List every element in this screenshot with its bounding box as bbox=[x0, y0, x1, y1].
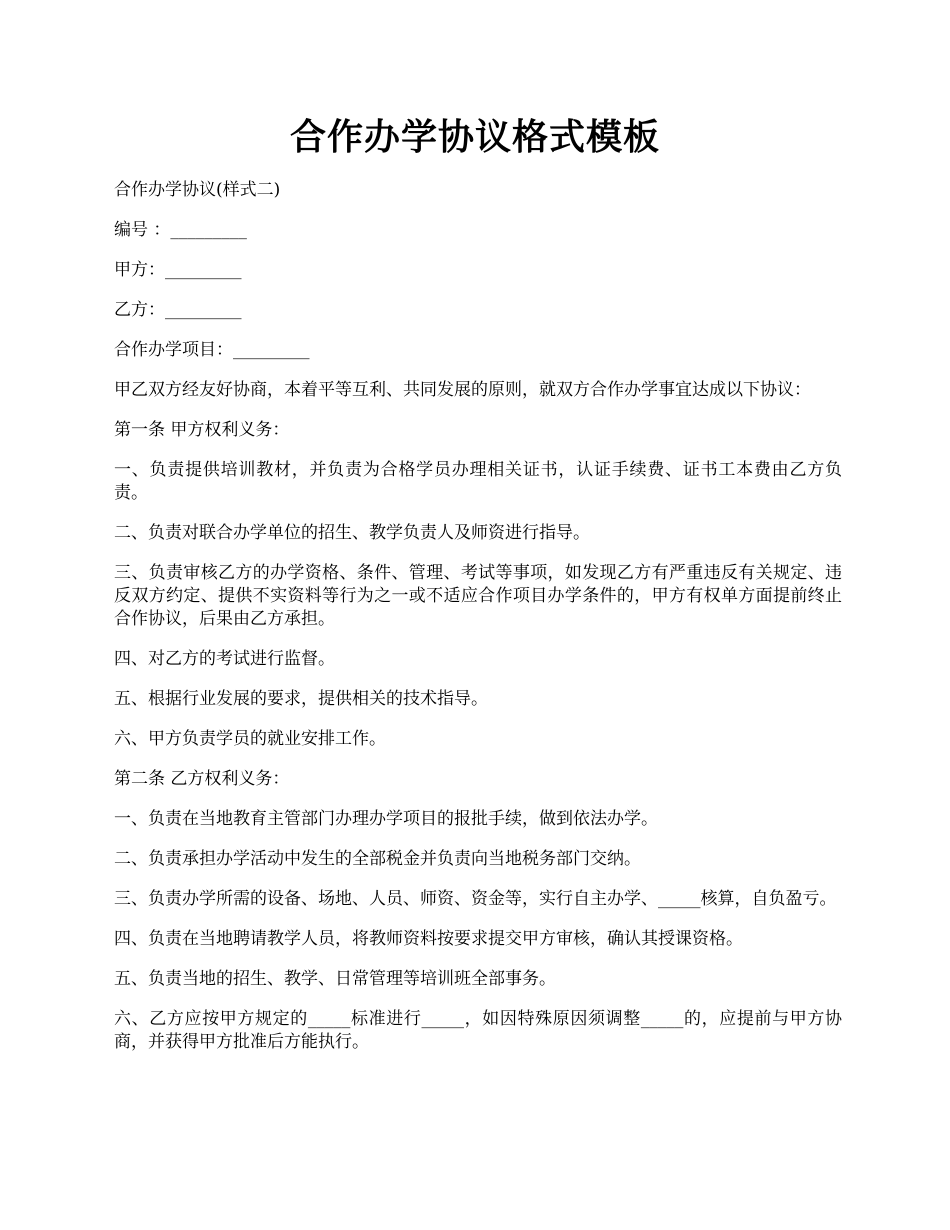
field-number: 编号 ：_________ bbox=[114, 220, 247, 240]
article-1-item-4: 四、对乙方的考试进行监督。 bbox=[114, 649, 335, 669]
article-2-item-1: 一、负责在当地教育主管部门办理办学项目的报批手续，做到依法办学。 bbox=[114, 809, 658, 829]
field-project: 合作办学项目：_________ bbox=[114, 340, 310, 360]
article-2-item-5: 五、负责当地的招生、教学、日常管理等培训班全部事务。 bbox=[114, 969, 556, 989]
preamble: 甲乙双方经友好协商，本着平等互利、共同发展的原则，就双方合作办学事宜达成以下协议： bbox=[114, 380, 811, 400]
article-2-item-6: 六、乙方应按甲方规定的_____标准进行_____，如因特殊原因须调整_____的，应提前与甲方协商，并获得甲方批准后方能执行。 bbox=[114, 1009, 842, 1052]
article-1-heading: 第一条 甲方权利义务： bbox=[114, 420, 290, 440]
document-title: 合作办学协议格式模板 bbox=[289, 116, 660, 158]
article-2-item-2: 二、负责承担办学活动中发生的全部税金并负责向当地税务部门交纳。 bbox=[114, 849, 641, 869]
article-2-heading: 第二条 乙方权利义务： bbox=[114, 769, 290, 789]
article-1-item-3: 三、负责审核乙方的办学资格、条件、管理、考试等事项，如发现乙方有严重违反有关规定、违反双方约定、提供不实资料等行为之一或不适应合作项目办学条件的，甲方有权单方面提前终止合作协议，后果由乙方承担。 bbox=[114, 563, 842, 629]
article-2-item-3: 三、负责办学所需的设备、场地、人员、师资、资金等，实行自主办学、_____核算，自负盈亏。 bbox=[114, 889, 837, 909]
article-1-item-1: 一、负责提供培训教材，并负责为合格学员办理相关证书，认证手续费、证书工本费由乙方负责。 bbox=[114, 460, 842, 503]
article-1-item-2: 二、负责对联合办学单位的招生、教学负责人及师资进行指导。 bbox=[114, 523, 590, 543]
field-party-b: 乙方：_________ bbox=[114, 300, 242, 320]
article-2-item-4: 四、负责在当地聘请教学人员，将教师资料按要求提交甲方审核，确认其授课资格。 bbox=[114, 929, 743, 949]
article-1-item-6: 六、甲方负责学员的就业安排工作。 bbox=[114, 729, 386, 749]
article-1-item-5: 五、根据行业发展的要求，提供相关的技术指导。 bbox=[114, 689, 488, 709]
field-party-a: 甲方：_________ bbox=[114, 260, 242, 280]
subtitle: 合作办学协议(样式二) bbox=[114, 180, 281, 200]
document-body bbox=[114, 179, 842, 1071]
